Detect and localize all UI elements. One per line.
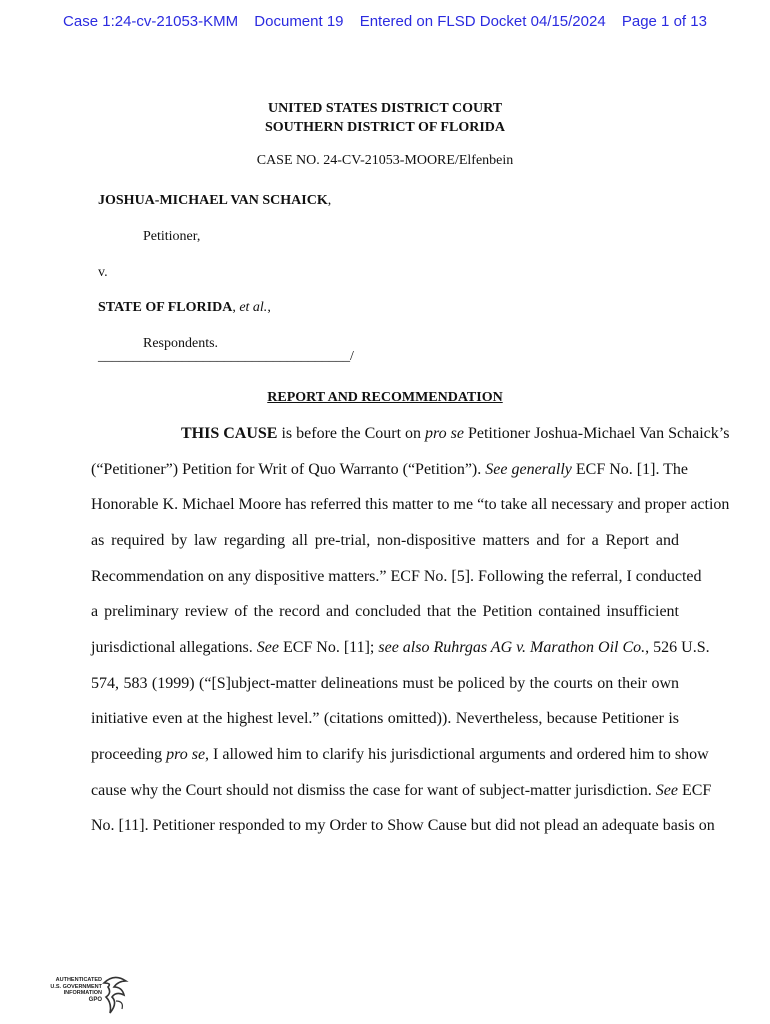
body-line-8: 574, 583 (1999) (“[S]ubject-matter delineations must be policed by the courts on their own bbox=[91, 675, 679, 692]
eagle-icon bbox=[100, 975, 130, 1015]
respondent-name-line bbox=[98, 300, 271, 316]
body-text: is before the Court on bbox=[277, 425, 426, 442]
body-line-6: a preliminary review of the record and concluded that the Petition contained insufficient bbox=[91, 603, 679, 620]
gpo-line-4: GPO bbox=[88, 996, 102, 1003]
body-line-10 bbox=[91, 745, 709, 765]
petitioner-name: JOSHUA-MICHAEL VAN SCHAICK bbox=[98, 193, 328, 208]
body-text: ECF No. [1]. The bbox=[571, 461, 689, 478]
body-text: (“Petitioner”) Petition for Writ of Quo Warranto (“Petition”). bbox=[91, 461, 486, 478]
gpo-line-3: INFORMATION bbox=[63, 990, 102, 996]
header-case-number: Case 1:24-cv-21053-KMM bbox=[63, 13, 239, 30]
body-text: , 526 U.S. bbox=[645, 639, 710, 656]
respondent-name: STATE OF FLORIDA bbox=[98, 300, 233, 315]
gpo-line-1: AUTHENTICATED bbox=[55, 977, 102, 983]
respondent-comma: , bbox=[232, 300, 240, 315]
court-line-2: SOUTHERN DISTRICT OF FLORIDA bbox=[265, 120, 505, 135]
body-line-4: as required by law regarding all pre-trial, non-dispositive matters and for a Report and bbox=[91, 532, 679, 549]
body-line-5: Recommendation on any dispositive matters.” ECF No. [5]. Following the referral, I conducted bbox=[91, 568, 702, 585]
this-cause: THIS CAUSE bbox=[181, 425, 278, 442]
body-italic: pro se bbox=[166, 746, 206, 763]
body-line-3: Honorable K. Michael Moore has referred this matter to me “to take all necessary and proper action bbox=[91, 496, 730, 513]
case-citation: see also Ruhrgas AG v. Marathon Oil Co. bbox=[378, 639, 646, 656]
body-text: cause why the Court should not dismiss the case for want of subject-matter jurisdiction. bbox=[91, 782, 656, 799]
body-italic: pro se bbox=[425, 425, 464, 442]
gpo-logo-text bbox=[44, 977, 102, 1003]
body-italic: See bbox=[655, 782, 678, 799]
body-text: proceeding bbox=[91, 746, 167, 763]
respondent-role: Respondents. bbox=[143, 336, 219, 351]
case-number: CASE NO. 24-CV-21053-MOORE/Elfenbein bbox=[256, 153, 514, 168]
body-text: ECF No. [11]; bbox=[278, 639, 379, 656]
petitioner-comma: , bbox=[327, 193, 332, 208]
body-text: , I allowed him to clarify his jurisdictional arguments and ordered him to show bbox=[205, 746, 709, 763]
respondent-etal: et al. bbox=[239, 300, 268, 315]
court-name bbox=[0, 99, 770, 137]
petitioner-name-line bbox=[98, 193, 331, 209]
header-page-number: Page 1 of 13 bbox=[621, 13, 707, 30]
gpo-line-2: U.S. GOVERNMENT bbox=[50, 983, 102, 990]
body-line-1 bbox=[136, 424, 730, 444]
caption-rule: ____________________________________/ bbox=[98, 349, 354, 364]
body-italic: See bbox=[256, 639, 279, 656]
body-line-11 bbox=[91, 781, 712, 801]
header-entered-date: Entered on FLSD Docket 04/15/2024 bbox=[359, 13, 606, 30]
versus: v. bbox=[98, 265, 108, 280]
gpo-authentication-logo bbox=[44, 975, 134, 1015]
body-line-2 bbox=[91, 460, 689, 480]
header-document-number: Document 19 bbox=[254, 13, 344, 30]
body-text: Petitioner Joshua-Michael Van Schaick’s bbox=[463, 425, 730, 442]
docket-header bbox=[0, 13, 770, 30]
body-text: jurisdictional allegations. bbox=[91, 639, 257, 656]
body-line-12: No. [11]. Petitioner responded to my Order to Show Cause but did not plead an adequate basis on bbox=[91, 817, 715, 834]
body-italic: See generally bbox=[485, 461, 572, 478]
court-line-1: UNITED STATES DISTRICT COURT bbox=[267, 101, 503, 116]
petitioner-role: Petitioner, bbox=[143, 229, 201, 244]
document-title: REPORT AND RECOMMENDATION bbox=[267, 390, 503, 405]
body-line-9: initiative even at the highest level.” (citations omitted)). Nevertheless, because Petitioner is bbox=[91, 710, 679, 727]
respondent-end: , bbox=[267, 300, 271, 315]
body-text: ECF bbox=[677, 782, 712, 799]
body-line-7 bbox=[91, 638, 710, 658]
